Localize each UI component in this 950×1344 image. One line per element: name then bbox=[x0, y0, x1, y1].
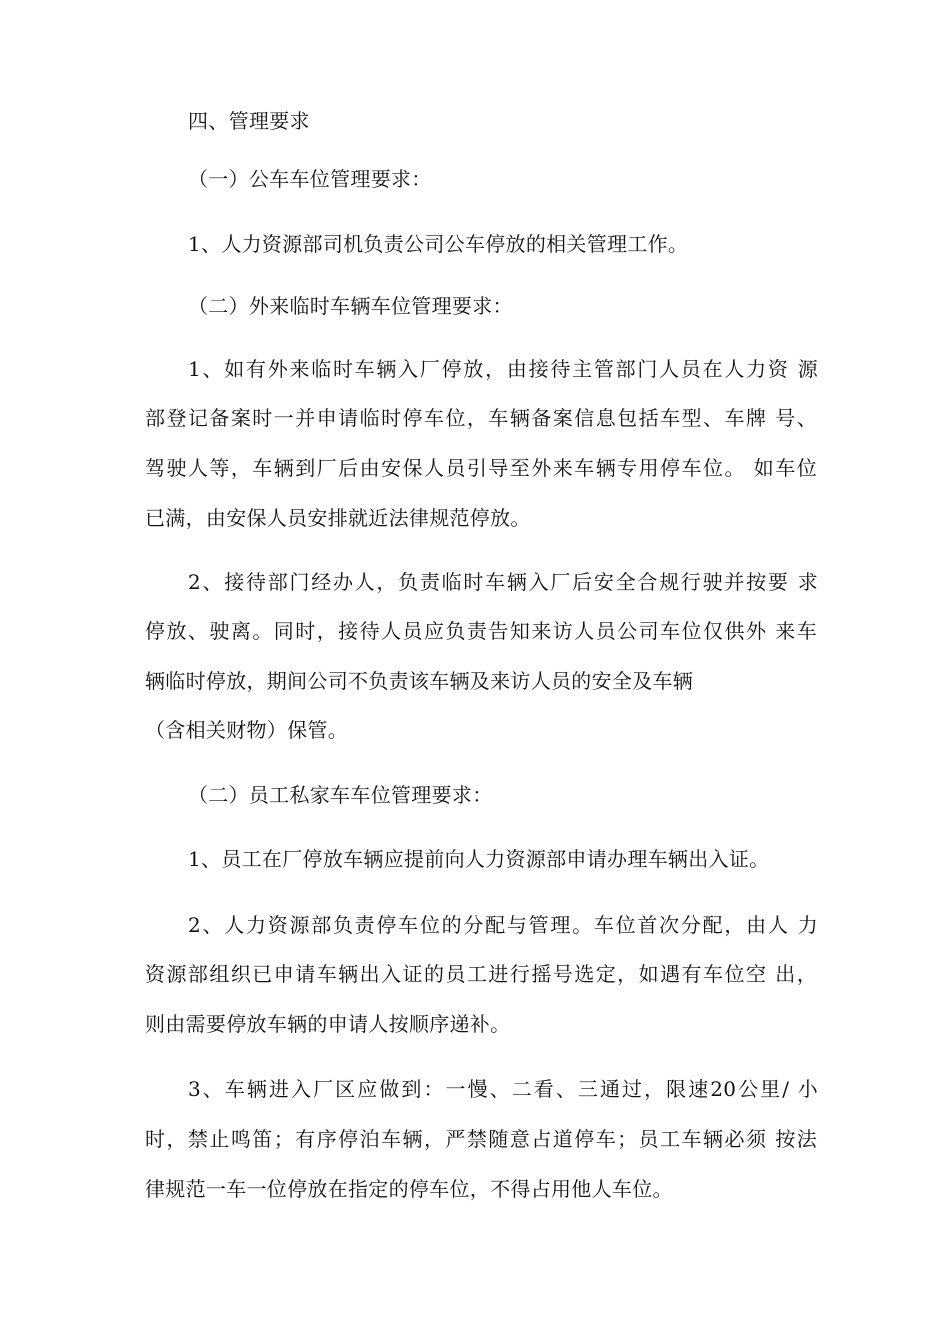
paragraph-employee-cars-1: 1、员工在厂停放车辆应提前向人力资源部申请办理车辆出入证。 bbox=[188, 847, 770, 871]
paragraph-official-cars-1: 1、人力资源部司机负责公司公车停放的相关管理工作。 bbox=[188, 232, 689, 256]
paragraph-line: 则由需要停放车辆的申请人按顺序递补。 bbox=[145, 1012, 511, 1036]
paragraph-line: 停放、驶离。同时，接待人员应负责告知来访人员公司车位仅供外 来车 bbox=[145, 619, 817, 643]
paragraph-line: 2、人力资源部负责停车位的分配与管理。车位首次分配，由人 力 bbox=[188, 913, 818, 937]
subsection-title-official-cars: （一）公车车位管理要求： bbox=[188, 167, 432, 191]
paragraph-line: 已满，由安保人员安排就近法律规范停放。 bbox=[145, 506, 531, 530]
paragraph-line: 律规范一车一位停放在指定的停车位，不得占用他人车位。 bbox=[145, 1177, 673, 1201]
paragraph-line: 2、接待部门经办人，负责临时车辆入厂后安全合规行驶并按要 求 bbox=[188, 570, 818, 594]
section-heading: 四、管理要求 bbox=[188, 109, 310, 133]
paragraph-line: 时，禁止鸣笛；有序停泊车辆，严禁随意占道停车；员工车辆必须 按法 bbox=[145, 1127, 817, 1151]
paragraph-line: 驾驶人等，车辆到厂后由安保人员引导至外来车辆专用停车位。 如车位 bbox=[145, 456, 817, 480]
paragraph-line: 3、车辆进入厂区应做到：一慢、二看、三通过，限速20公里/ 小 bbox=[188, 1077, 818, 1101]
paragraph-line: 1、如有外来临时车辆入厂停放，由接待主管部门人员在人力资 源 bbox=[188, 357, 818, 381]
subsection-title-visitor-cars: （二）外来临时车辆车位管理要求： bbox=[188, 294, 513, 318]
paragraph-line: （含相关财物）保管。 bbox=[145, 718, 348, 742]
paragraph-line: 资源部组织已申请车辆出入证的员工进行摇号选定，如遇有车位空 出， bbox=[145, 962, 817, 986]
subsection-title-employee-cars: （二）员工私家车车位管理要求： bbox=[188, 783, 493, 807]
paragraph-line: 部登记备案时一并申请临时停车位，车辆备案信息包括车型、车牌 号、 bbox=[145, 406, 817, 430]
paragraph-line: 辆临时停放，期间公司不负责该车辆及来访人员的安全及车辆 bbox=[145, 669, 694, 693]
